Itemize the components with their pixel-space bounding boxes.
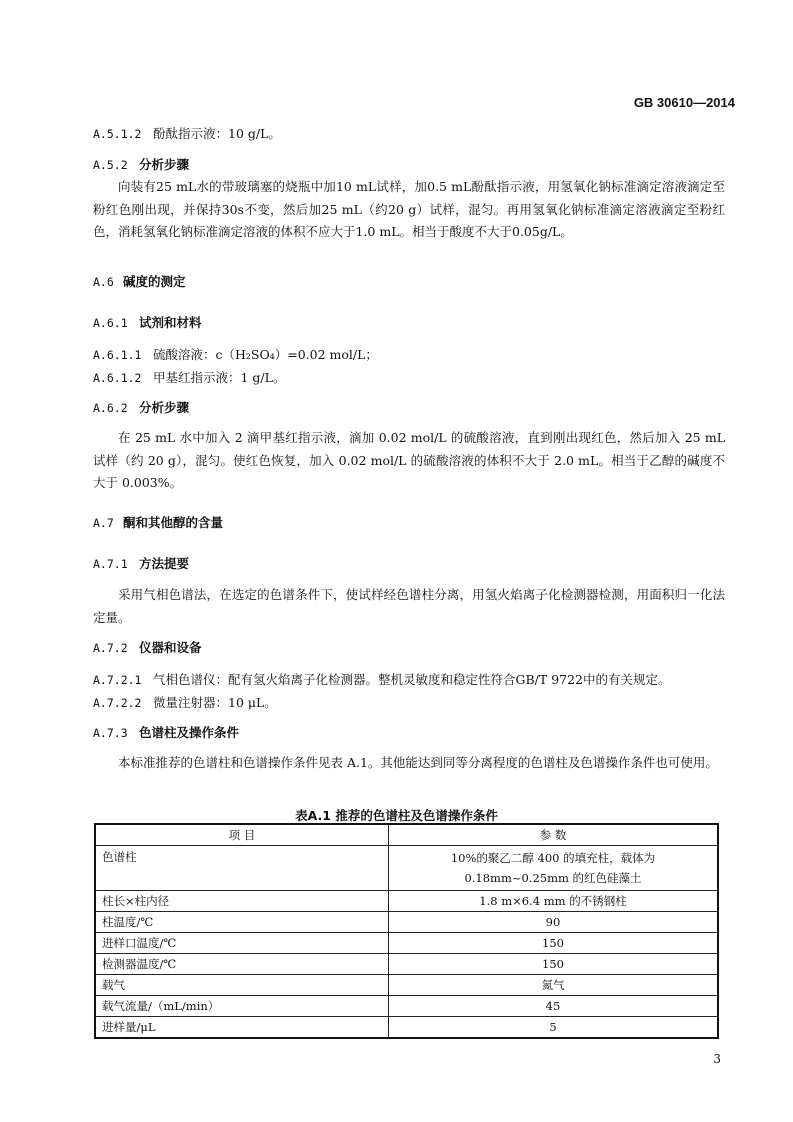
- row-value: 1.8 m×6.4 mm 的不锈钢柱: [389, 891, 719, 912]
- table-header-row: [95, 824, 718, 846]
- heading-title: 碱度的测定: [123, 274, 186, 289]
- clause-a5-1-2: [93, 124, 281, 142]
- clause-a7-2-2: [93, 693, 277, 711]
- clause-text: 气相色谱仪：配有氢火焰离子化检测器。整机灵敏度和稳定性符合GB/T 9722中的有关规定。: [153, 672, 671, 687]
- clause-number: A.5.1.2: [93, 127, 142, 141]
- page-number: 3: [713, 1052, 721, 1066]
- row-label: 色谱柱: [95, 846, 389, 891]
- clause-number: A.6.1.1: [93, 348, 142, 362]
- row-value: 90: [389, 912, 719, 933]
- table-row: [95, 912, 718, 933]
- clause-text: 甲基红指示液：1 g/L。: [153, 370, 286, 385]
- heading-a6: [93, 272, 186, 290]
- paragraph-column-conditions: 本标准推荐的色谱柱和色谱操作条件见表 A.1。其他能达到同等分离程度的色谱柱及色谱操作条件也可使用。: [118, 755, 718, 770]
- clause-number: A.6.1.2: [93, 371, 142, 385]
- table-caption: 表A.1 推荐的色谱柱及色谱操作条件: [295, 808, 498, 823]
- heading-number: A.7.1: [93, 557, 128, 571]
- heading-title: 方法提要: [139, 556, 190, 571]
- heading-number: A.6: [93, 275, 114, 289]
- clause-text: 微量注射器：10 μL。: [153, 695, 277, 710]
- clause-a6-1-2: [93, 368, 285, 386]
- paragraph-acidity-procedure: 向装有25 mL水的带玻璃塞的烧瓶中加10 mL试样，加0.5 mL酚酞指示液，用氢氧化钠标准滴定溶液滴定至粉红色刚出现，并保持30s不变，然后加25 mL（约20 g）试样，混匀。再用氢氧化钠标准滴定溶液滴定至粉红色，消耗氢氧化钠标准滴定溶液的体积不应大于1.0 mL。相当于酸度不大于0.05g/L。: [93, 179, 725, 239]
- heading-number: A.5.2: [93, 158, 128, 172]
- heading-a7-1: [93, 554, 189, 572]
- heading-number: A.7.3: [93, 726, 128, 740]
- heading-title: 分析步骤: [139, 157, 190, 172]
- heading-title: 仪器和设备: [139, 640, 202, 655]
- table-row: [95, 954, 718, 975]
- header-parameter: 参 数: [389, 824, 719, 846]
- row-label: 载气: [95, 975, 389, 996]
- table-row: [95, 996, 718, 1017]
- header-item: 项 目: [95, 824, 389, 846]
- heading-a6-2: [93, 398, 189, 416]
- row-label: 载气流量/（mL/min）: [95, 996, 389, 1017]
- clause-a6-1-1: [93, 345, 378, 363]
- clause-text: 酚酞指示液：10 g/L。: [153, 126, 281, 141]
- heading-title: 分析步骤: [139, 400, 190, 415]
- heading-a7: [93, 513, 223, 531]
- heading-number: A.7: [93, 516, 114, 530]
- heading-a5-2: [93, 155, 189, 173]
- clause-a7-2-1: [93, 670, 671, 688]
- row-label: 进样量/μL: [95, 1017, 389, 1039]
- row-label: 进样口温度/℃: [95, 933, 389, 954]
- row-value: 45: [389, 996, 719, 1017]
- chromatography-conditions-table: [94, 823, 719, 1039]
- row-value: 10%的聚乙二醇 400 的填充柱，载体为 0.18mm~0.25mm 的红色硅藻土: [389, 846, 719, 891]
- paragraph-method-summary: 采用气相色谱法，在选定的色谱条件下，使试样经色谱柱分离，用氢火焰离子化检测器检测，用面积归一化法定量。: [93, 587, 725, 625]
- heading-number: A.6.1: [93, 316, 128, 330]
- heading-title: 酮和其他醇的含量: [123, 515, 224, 530]
- table-row: [95, 933, 718, 954]
- table-row: [95, 975, 718, 996]
- heading-number: A.6.2: [93, 401, 128, 415]
- heading-title: 试剂和材料: [139, 315, 202, 330]
- table-row: [95, 846, 718, 891]
- row-label: 柱长×柱内径: [95, 891, 389, 912]
- heading-a7-3: [93, 723, 239, 741]
- clause-number: A.7.2.2: [93, 696, 142, 710]
- heading-title: 色谱柱及操作条件: [139, 725, 240, 740]
- heading-a6-1: [93, 313, 202, 331]
- clause-text: 硫酸溶液：c（H₂SO₄）=0.02 mol/L；: [153, 347, 378, 362]
- row-value: 5: [389, 1017, 719, 1039]
- table-row: [95, 891, 718, 912]
- row-value: 氮气: [389, 975, 719, 996]
- table-row: [95, 1017, 718, 1039]
- paragraph-alkalinity-procedure: 在 25 mL 水中加入 2 滴甲基红指示液，滴加 0.02 mol/L 的硫酸溶液，直到刚出现红色，然后加入 25 mL 试样（约 20 g），混匀。使红色恢复，加入 0.02 mol/L 的硫酸溶液的体积不大于 2.0 mL。相当于乙醇的碱度不大于 0.003%。: [93, 430, 725, 490]
- row-value: 150: [389, 933, 719, 954]
- row-value: 150: [389, 954, 719, 975]
- heading-a7-2: [93, 638, 202, 656]
- clause-number: A.7.2.1: [93, 673, 142, 687]
- row-label: 柱温度/℃: [95, 912, 389, 933]
- standard-number: GB 30610—2014: [633, 95, 735, 110]
- heading-number: A.7.2: [93, 641, 128, 655]
- row-label: 检测器温度/℃: [95, 954, 389, 975]
